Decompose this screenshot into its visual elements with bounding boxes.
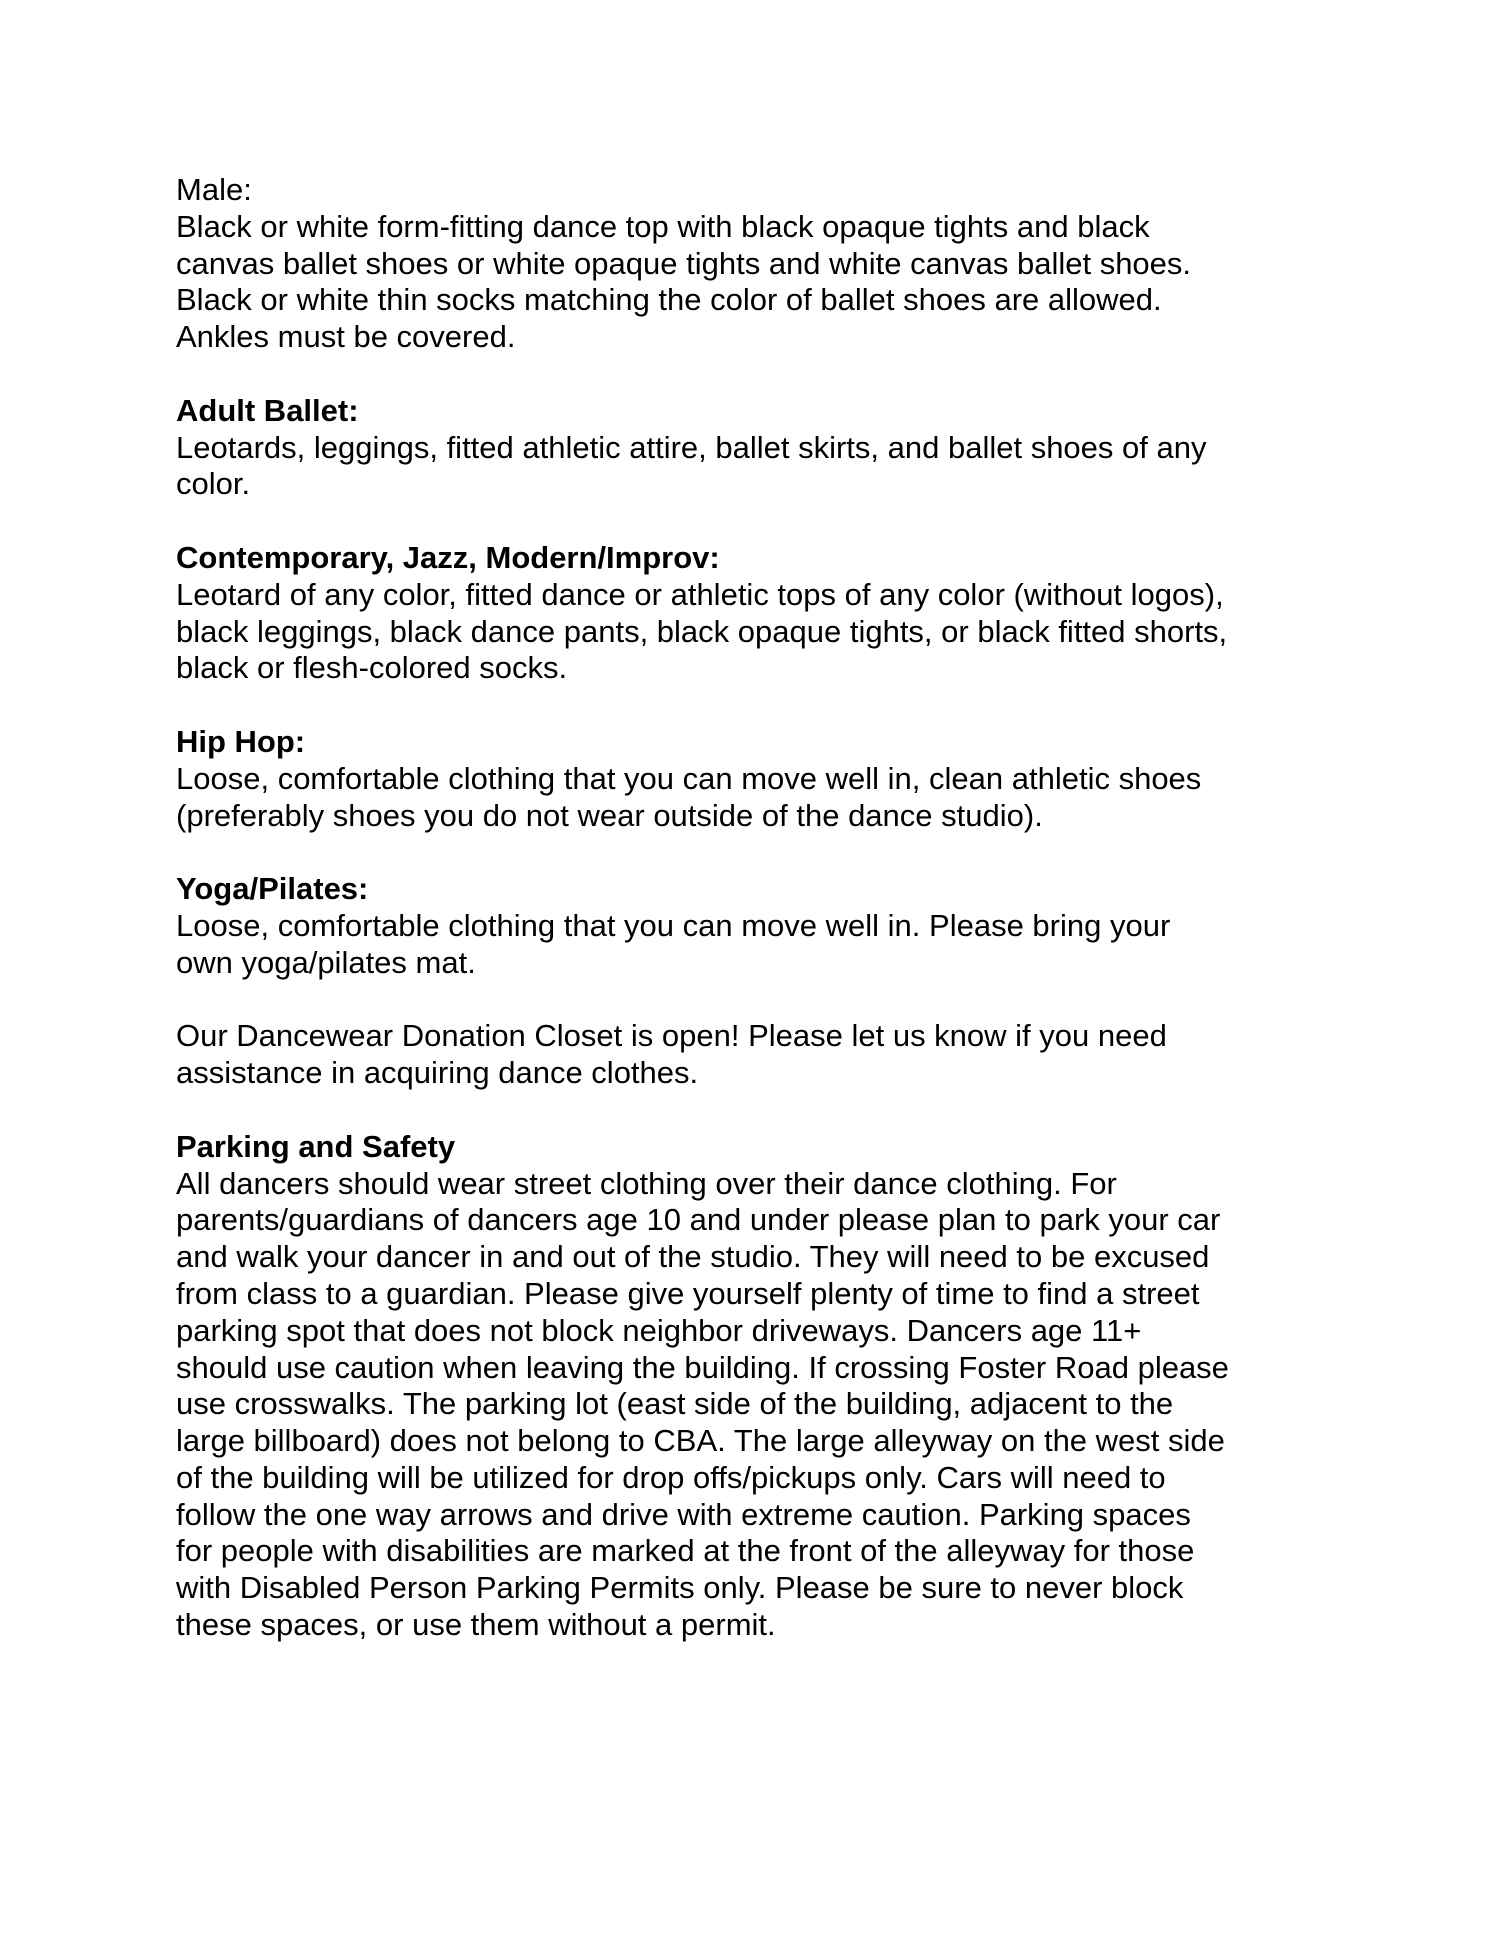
section-body: Leotards, leggings, fitted athletic attire, ballet skirts, and ballet shoes of any color.	[176, 429, 1207, 502]
section-heading: Male:	[176, 172, 252, 207]
section-heading: Contemporary, Jazz, Modern/Improv:	[176, 539, 720, 575]
section-body: All dancers should wear street clothing over their dance clothing. For parents/guardians of dancers age 10 and under please plan to park your car and walk your dancer in and out of the studio. They will need to be excused from class to a guardian. Please give yourself plenty of time to find a street parking spot that does not block neighbor driveways. Dancers age 11+ should use caution when leaving the building. If crossing Foster Road please use crosswalks. The parking lot (east side of the building, adjacent to the large billboard) does not belong to CBA. The large alleyway on the west side of the building will be utilized for drop offs/pickups only. Cars will need to follow the one way arrows and drive with extreme caution. Parking spaces for people with disabilities are marked at the front of the alleyway for those with Disabled Person Parking Permits only. Please be sure to never block these spaces, or use them without a permit.	[176, 1165, 1229, 1643]
section-body: Our Dancewear Donation Closet is open! Please let us know if you need assistance in acquiring dance clothes.	[176, 1018, 1167, 1091]
section-body: Leotard of any color, fitted dance or athletic tops of any color (without logos), black leggings, black dance pants, black opaque tights, or black fitted shorts, black or flesh-colored socks.	[176, 576, 1228, 686]
section-body: Loose, comfortable clothing that you can move well in, clean athletic shoes (preferably shoes you do not wear outside of the dance studio).	[176, 760, 1202, 833]
section-body: Loose, comfortable clothing that you can move well in. Please bring your own yoga/pilates mat.	[176, 907, 1171, 980]
section-male	[176, 172, 1356, 356]
section-heading: Adult Ballet:	[176, 392, 359, 428]
section-hip-hop	[176, 724, 1356, 834]
section-heading: Parking and Safety	[176, 1128, 456, 1164]
document-page	[176, 172, 1356, 1681]
section-body: Black or white form-fitting dance top with black opaque tights and black canvas ballet shoes or white opaque tights and white canvas ballet shoes. Black or white thin socks matching the color of ballet shoes are allowed. Ankles must be covered.	[176, 208, 1192, 355]
section-heading: Hip Hop:	[176, 723, 306, 759]
section-adult-ballet	[176, 393, 1356, 503]
section-heading: Yoga/Pilates:	[176, 871, 369, 907]
section-yoga-pilates	[176, 871, 1356, 981]
section-contemporary-jazz-modern	[176, 540, 1356, 687]
section-parking-safety	[176, 1129, 1356, 1644]
section-donation-closet	[176, 1018, 1356, 1092]
